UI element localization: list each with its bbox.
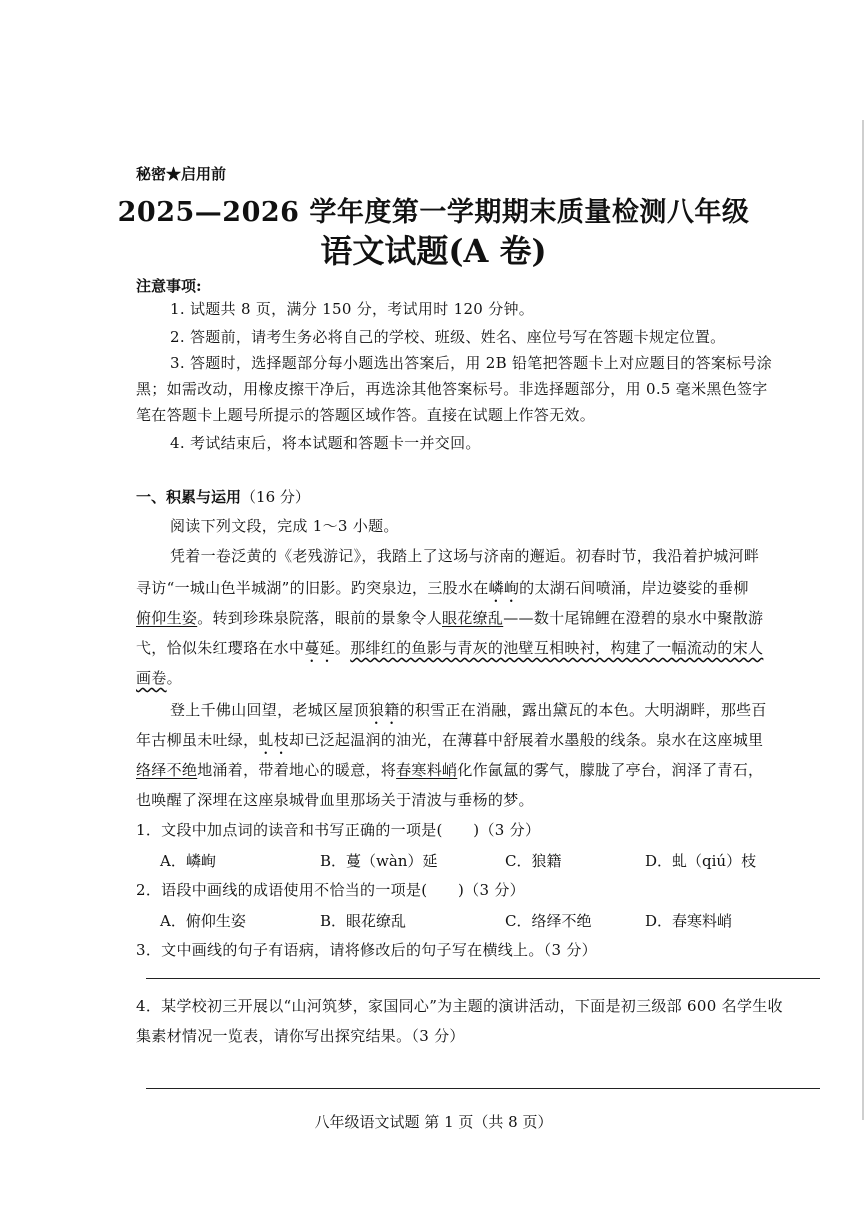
notice-item: 黑；如需改动，用橡皮擦干净后，再选涂其他答案标号。非选择题部分，用 0.5 毫米黑色签字	[136, 380, 768, 398]
section-heading	[136, 486, 310, 507]
underlined-idiom: 春寒料峭	[396, 761, 458, 779]
passage-line: 寻访“一城山色半城湖”的旧影。趵突泉边，三股水在嶙峋的太湖石间喷涌，岸边婆娑的垂柳	[136, 579, 749, 597]
q2-option-b: B．眼花缭乱	[320, 912, 407, 930]
underlined-idiom: 俯仰生姿	[136, 609, 198, 627]
secret-label: 秘密★启用前	[136, 165, 227, 183]
answer-line	[146, 978, 820, 979]
reading-instruction: 阅读下列文段，完成 1～3 小题。	[170, 517, 399, 535]
q1-option-d: D．虬（qiú）枝	[645, 852, 757, 870]
notice-item: 4. 考试结束后，将本试题和答题卡一并交回。	[170, 434, 481, 452]
notice-heading: 注意事项:	[136, 277, 202, 295]
question-4-stem-cont: 集素材情况一览表，请你写出探究结果。（3 分）	[136, 1027, 465, 1045]
passage-line: 登上千佛山回望，老城区屋顶狼籍的积雪正在消融，露出黛瓦的本色。大明湖畔，那些百	[170, 701, 767, 719]
q1-option-c: C．狼籍	[505, 852, 562, 870]
dotted-word: 狼籍	[368, 701, 400, 719]
q1-option-a: A．嶙峋	[160, 852, 216, 870]
question-2-stem: 2．语段中画线的成语使用不恰当的一项是( )（3 分）	[136, 881, 525, 899]
question-3-stem: 3．文中画线的句子有语病，请将修改后的句子写在横线上。（3 分）	[136, 941, 597, 959]
passage-line: 也唤醒了深埋在这座泉城骨血里那场关于清波与垂杨的梦。	[136, 791, 534, 809]
section-score: （16 分）	[241, 488, 310, 506]
passage-line: 年古柳虽未吐绿，虬枝却已泛起温润的油光，在薄暮中舒展着水墨般的线条。泉水在这座城里	[136, 731, 764, 749]
passage-line: 络绎不绝地涌着，带着地心的暖意，将春寒料峭化作氤氲的雾气，朦胧了亭台，润泽了青石，	[136, 761, 764, 779]
q1-option-b: B．蔓（wàn）延	[320, 852, 438, 870]
passage-line: 画卷。	[136, 669, 182, 687]
q2-option-c: C．络绎不绝	[505, 912, 592, 930]
section-title: 积累与运用	[166, 488, 242, 506]
notice-item: 2. 答题前，请考生务必将自己的学校、班级、姓名、座位号写在答题卡规定位置。	[170, 328, 726, 346]
underlined-idiom: 眼花缭乱	[442, 609, 504, 627]
notice-item: 笔在答题卡上题号所提示的答题区域作答。直接在试题上作答无效。	[136, 406, 596, 424]
section-number: 一、	[136, 488, 167, 506]
passage-line: 弋，恰似朱红璎珞在水中蔓延。那绯红的鱼影与青灰的池壁互相映衬，构建了一幅流动的宋人	[136, 639, 764, 657]
notice-item: 3. 答题时，选择题部分每小题选出答案后，用 2B 铅笔把答题卡上对应题目的答案标号涂	[170, 354, 773, 372]
q2-option-a: A．俯仰生姿	[160, 912, 246, 930]
dotted-word: 虬枝	[258, 731, 290, 749]
underlined-idiom: 络绎不绝	[136, 761, 198, 779]
wavy-underlined-sentence: 画卷	[136, 669, 167, 687]
passage-line: 俯仰生姿。转到珍珠泉院落，眼前的景象令人眼花缭乱——数十尾锦鲤在澄碧的泉水中聚散游	[136, 609, 764, 627]
exam-subtitle: 语文试题(A 卷)	[320, 232, 547, 270]
dotted-word: 嶙峋	[488, 579, 520, 597]
q2-option-d: D．春寒料峭	[645, 912, 733, 930]
question-4-stem: 4．某学校初三开展以“山河筑梦，家国同心”为主题的演讲活动，下面是初三级部 600 名学生收	[136, 997, 783, 1015]
wavy-underlined-sentence: 那绯红的鱼影与青灰的池壁互相映衬，构建了一幅流动的宋人	[350, 639, 764, 657]
page-footer: 八年级语文试题 第 1 页（共 8 页）	[314, 1113, 553, 1131]
notice-item: 1. 试题共 8 页，满分 150 分，考试用时 120 分钟。	[170, 300, 535, 318]
answer-line	[146, 1088, 820, 1089]
question-1-stem: 1．文段中加点词的读音和书写正确的一项是( )（3 分）	[136, 821, 541, 839]
dotted-word: 蔓延	[304, 639, 335, 657]
exam-title: 2025—2026 学年度第一学期期末质量检测八年级	[117, 197, 750, 228]
passage-line: 凭着一卷泛黄的《老残游记》，我踏上了这场与济南的邂逅。初春时节，我沿着护城河畔	[170, 547, 760, 565]
